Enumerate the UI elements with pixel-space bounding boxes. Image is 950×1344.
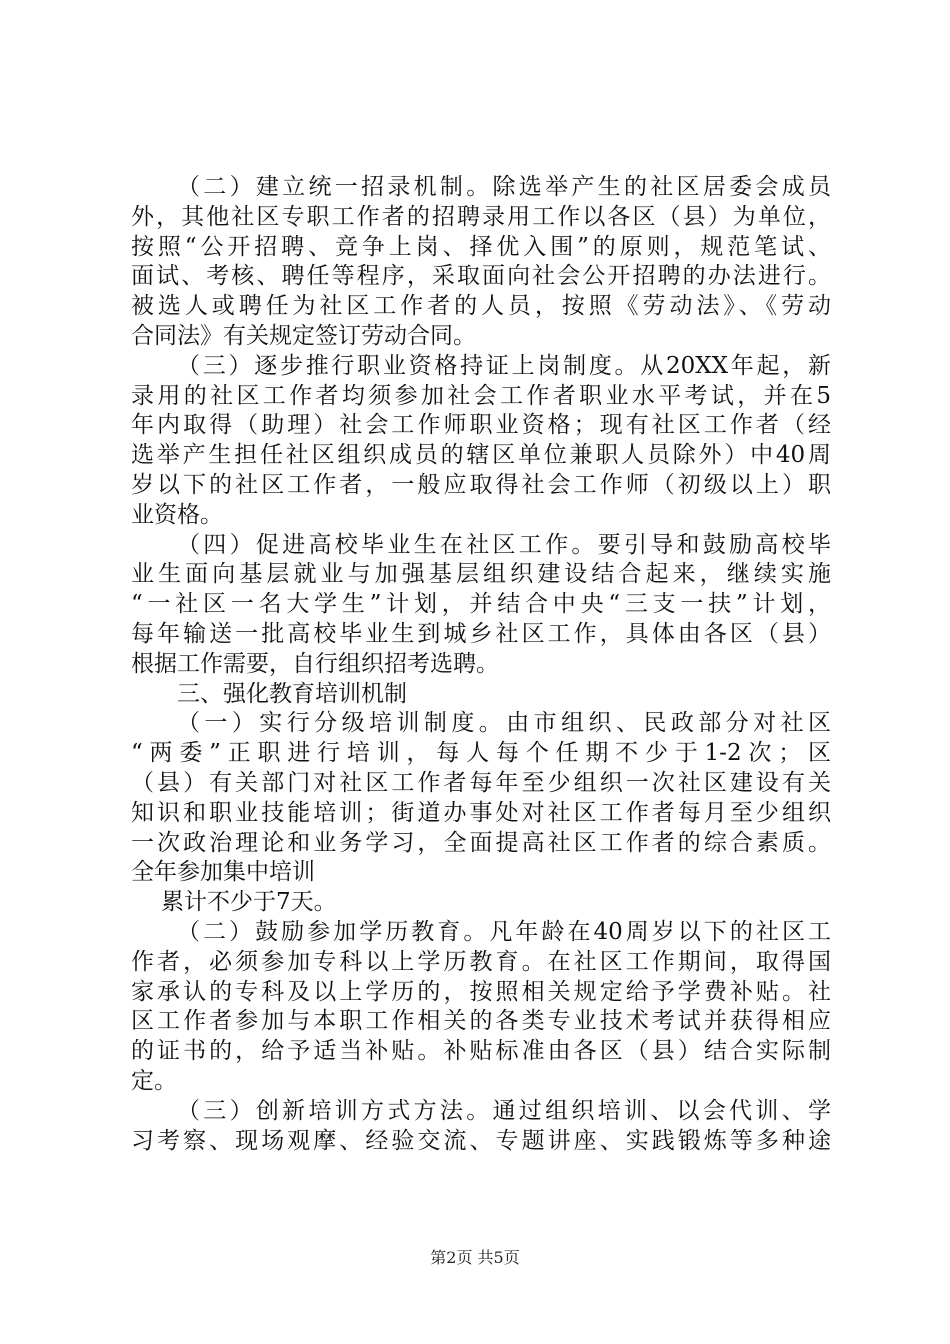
text-line: “两委”正职进行培训，每人每个任期不少于1-2次；区 bbox=[131, 740, 831, 767]
text-line: （三）逐步推行职业资格持证上岗制度。从20XX年起，新 bbox=[177, 352, 831, 379]
text-line: 区工作者参加与本职工作相关的各类专业技术考试并获得相应 bbox=[131, 1008, 831, 1035]
text-line: （四）促进高校毕业生在社区工作。要引导和鼓励高校毕 bbox=[177, 531, 831, 558]
text-line: 知识和职业技能培训；街道办事处对社区工作者每月至少组织 bbox=[131, 799, 831, 826]
text-line: 面试、考核、聘任等程序，采取面向社会公开招聘的办法进行。 bbox=[131, 263, 831, 290]
text-line: （二）鼓励参加学历教育。凡年龄在40周岁以下的社区工 bbox=[177, 918, 831, 945]
text-line: 岁以下的社区工作者，一般应取得社会工作师（初级以上）职 bbox=[131, 471, 831, 498]
text-line: 每年输送一批高校毕业生到城乡社区工作，具体由各区（县） bbox=[131, 620, 831, 647]
text-line: 家承认的专科及以上学历的，按照相关规定给予学费补贴。社 bbox=[131, 978, 831, 1005]
body-text bbox=[131, 173, 831, 1156]
text-line: 根据工作需要，自行组织招考选聘。 bbox=[131, 650, 499, 677]
text-line: 年内取得（助理）社会工作师职业资格；现有社区工作者（经 bbox=[131, 412, 831, 439]
text-line: 外，其他社区专职工作者的招聘录用工作以各区（县）为单位， bbox=[131, 203, 831, 230]
text-line: 被选人或聘任为社区工作者的人员，按照《劳动法》、《劳动 bbox=[131, 293, 831, 320]
text-line: 累计不少于7天。 bbox=[161, 889, 337, 916]
text-line: （县）有关部门对社区工作者每年至少组织一次社区建设有关 bbox=[131, 769, 831, 796]
text-line: 合同法》有关规定签订劳动合同。 bbox=[131, 322, 476, 349]
text-line: “一社区一名大学生”计划，并结合中央“三支一扶”计划， bbox=[131, 591, 831, 618]
text-line: （二）建立统一招录机制。除选举产生的社区居委会成员 bbox=[177, 174, 831, 200]
text-line: 业生面向基层就业与加强基层组织建设结合起来，继续实施 bbox=[131, 561, 831, 588]
text-line: 一次政治理论和业务学习，全面提高社区工作者的综合素质。 bbox=[131, 829, 831, 856]
page-footer: 第2页 共5页 bbox=[430, 1248, 520, 1267]
text-line: 作者，必须参加专科以上学历教育。在社区工作期间，取得国 bbox=[131, 948, 831, 975]
text-line: （三）创新培训方式方法。通过组织培训、以会代训、学 bbox=[177, 1097, 831, 1124]
text-line: 业资格。 bbox=[131, 501, 223, 528]
text-line: 按照“公开招聘、竞争上岗、择优入围”的原则，规范笔试、 bbox=[131, 233, 831, 260]
text-line: 全年参加集中培训 bbox=[131, 859, 315, 886]
text-line: 三、强化教育培训机制 bbox=[177, 680, 407, 707]
text-line: 的证书的，给予适当补贴。补贴标准由各区（县）结合实际制 bbox=[131, 1038, 831, 1065]
text-line: 录用的社区工作者均须参加社会工作者职业水平考试，并在5 bbox=[131, 382, 831, 409]
text-line: （一）实行分级培训制度。由市组织、民政部分对社区 bbox=[177, 710, 831, 737]
text-line: 定。 bbox=[131, 1067, 177, 1094]
text-line: 选举产生担任社区组织成员的辖区单位兼职人员除外）中40周 bbox=[131, 442, 831, 469]
text-line: 习考察、现场观摩、经验交流、专题讲座、实践锻炼等多种途 bbox=[131, 1127, 831, 1154]
